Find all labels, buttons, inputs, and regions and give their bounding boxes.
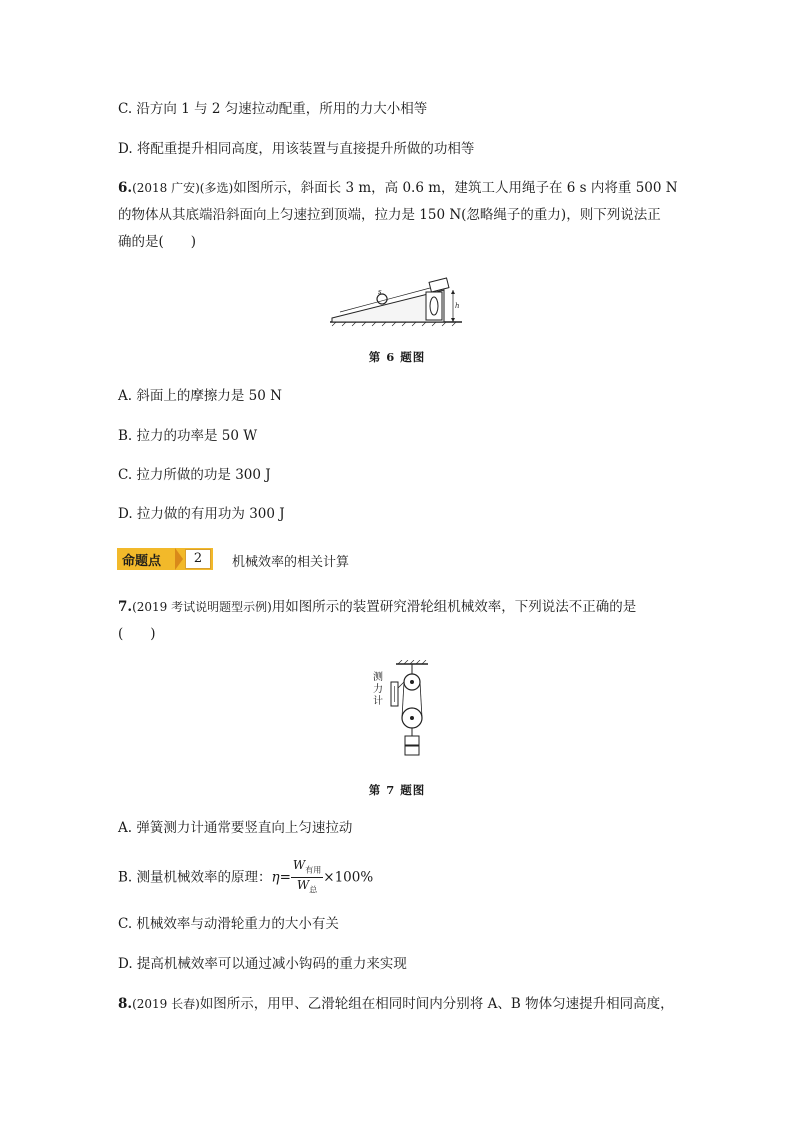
spring-scale-label: 测力计 <box>373 672 383 707</box>
topic-badge-label: 命题点 <box>122 553 162 569</box>
label-s: s <box>378 288 382 296</box>
eta-symbol: η= <box>271 869 291 886</box>
q7-stem-line2: ( ) <box>118 626 156 642</box>
q7-stem-line1 <box>118 597 636 617</box>
q6-text-line1: 如图所示，斜面长 3 m，高 0.6 m，建筑工人用绳子在 6 s 内将重 500 N <box>233 180 678 196</box>
worker-figure <box>377 294 387 304</box>
q8-text-line1: 如图所示，用甲、乙滑轮组在相同时间内分别将 A、B 物体匀速提升相同高度， <box>199 996 674 1012</box>
q8-number: 8. <box>118 996 133 1012</box>
q7-caption: 第 7 题图 <box>368 783 426 797</box>
fraction-numerator: W <box>292 858 306 872</box>
object-box <box>429 278 449 292</box>
incline-figure <box>326 266 466 328</box>
efficiency-fraction <box>291 858 323 898</box>
q6-stem-line2: 的物体从其底端沿斜面向上匀速拉到顶端，拉力是 150 N(忽略绳子的重力)，则下列说法正 <box>118 207 661 223</box>
q7-option-a: A. 弹簧测力计通常要竖直向上匀速拉动 <box>118 820 353 836</box>
q7-option-b <box>118 858 373 894</box>
q7-option-d: D. 提高机械效率可以通过减小钩码的重力来实现 <box>118 956 407 972</box>
q6-stem-line1 <box>118 178 678 198</box>
fraction-numerator-sub: 有用 <box>305 865 322 875</box>
q6-stem-line3: 确的是( ) <box>118 234 197 250</box>
q6-caption: 第 6 题图 <box>368 350 426 364</box>
q7-option-b-suffix: ×100% <box>323 869 374 886</box>
q8-stem-line1 <box>118 994 674 1014</box>
q8-source: (2019 长春) <box>132 997 200 1011</box>
q6-option-a: A. 斜面上的摩擦力是 50 N <box>118 388 282 404</box>
topic-badge-arrow <box>175 548 183 570</box>
q6-option-b: B. 拉力的功率是 50 W <box>118 428 258 444</box>
q6-number: 6. <box>118 180 133 196</box>
q5-option-c: C. 沿方向 1 与 2 匀速拉动配重，所用的力大小相等 <box>118 101 428 117</box>
weight-lower <box>405 746 419 755</box>
q5-option-d: D. 将配重提升相同高度，用该装置与直接提升所做的功相等 <box>118 141 475 157</box>
label-h: h <box>455 302 460 310</box>
fraction-denominator: W <box>296 878 310 893</box>
q7-option-b-prefix: B. 测量机械效率的原理： <box>118 869 272 886</box>
topic-badge <box>117 548 213 570</box>
fraction-denominator-sub: 总 <box>309 885 318 895</box>
q6-option-c: C. 拉力所做的功是 300 J <box>118 467 271 483</box>
q7-source: (2019 考试说明题型示例) <box>132 600 272 614</box>
q7-number: 7. <box>118 599 133 615</box>
wall-block <box>426 292 442 320</box>
topic-badge-number: 2 <box>185 549 211 569</box>
q7-option-c: C. 机械效率与动滑轮重力的大小有关 <box>118 916 339 932</box>
q6-option-d: D. 拉力做的有用功为 300 J <box>118 506 285 522</box>
weight-upper <box>405 736 419 745</box>
q7-text-line1: 用如图所示的装置研究滑轮组机械效率，下列说法不正确的是 <box>271 599 637 615</box>
q6-source: (2018 广安)(多选) <box>132 181 234 195</box>
topic-title: 机械效率的相关计算 <box>232 555 350 570</box>
